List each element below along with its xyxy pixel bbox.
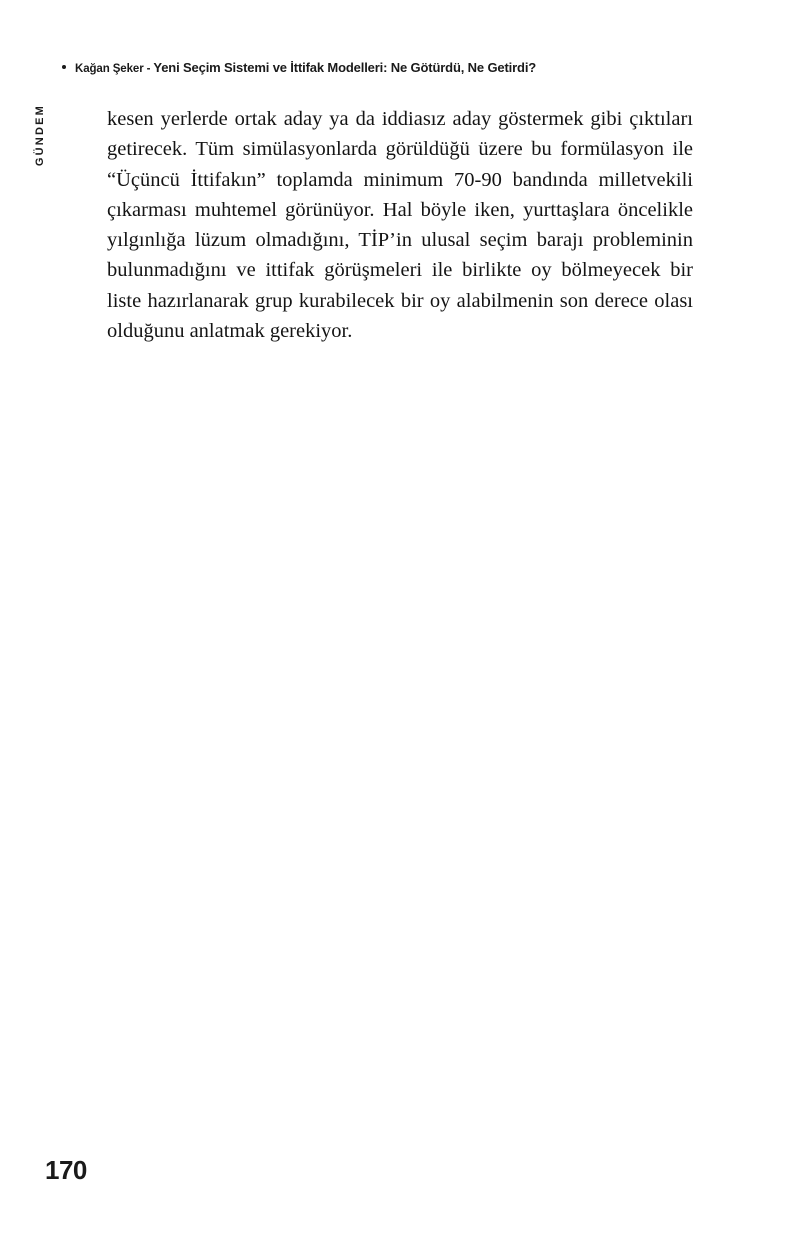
- running-head: [62, 60, 536, 75]
- body-text-column: [107, 104, 693, 346]
- page-number: 170: [45, 1155, 87, 1185]
- body-paragraph: kesen yerlerde ortak aday ya da iddiasız aday göstermek gibi çıktıları getirecek. Tüm simülasyonlarda görüldüğü üzere bu formülasyon ile “Üçüncü İttifakın” toplamda minimum 70-90 bandında milletvekili çıkarması muhtemel görünüyor. Hal böyle iken, yurttaşlara öncelikle yılgınlığa lüzum olmadığını, TİP’in ulusal seçim barajı probleminin bulunmadığını ve ittifak görüşmeleri ile birlikte oy bölmeyecek bir liste hazırlanarak grup kurabilecek bir oy alabilmenin son derece olası olduğunu anlatmak gerekiyor.: [107, 108, 693, 343]
- running-head-separator: -: [146, 63, 151, 75]
- running-head-title: Yeni Seçim Sistemi ve İttifak Modelleri: Ne Götürdü, Ne Getirdi?: [153, 60, 537, 75]
- bullet-icon: [62, 65, 66, 69]
- section-label: GÜNDEM: [34, 104, 46, 167]
- running-head-author: Kağan Şeker: [75, 63, 144, 75]
